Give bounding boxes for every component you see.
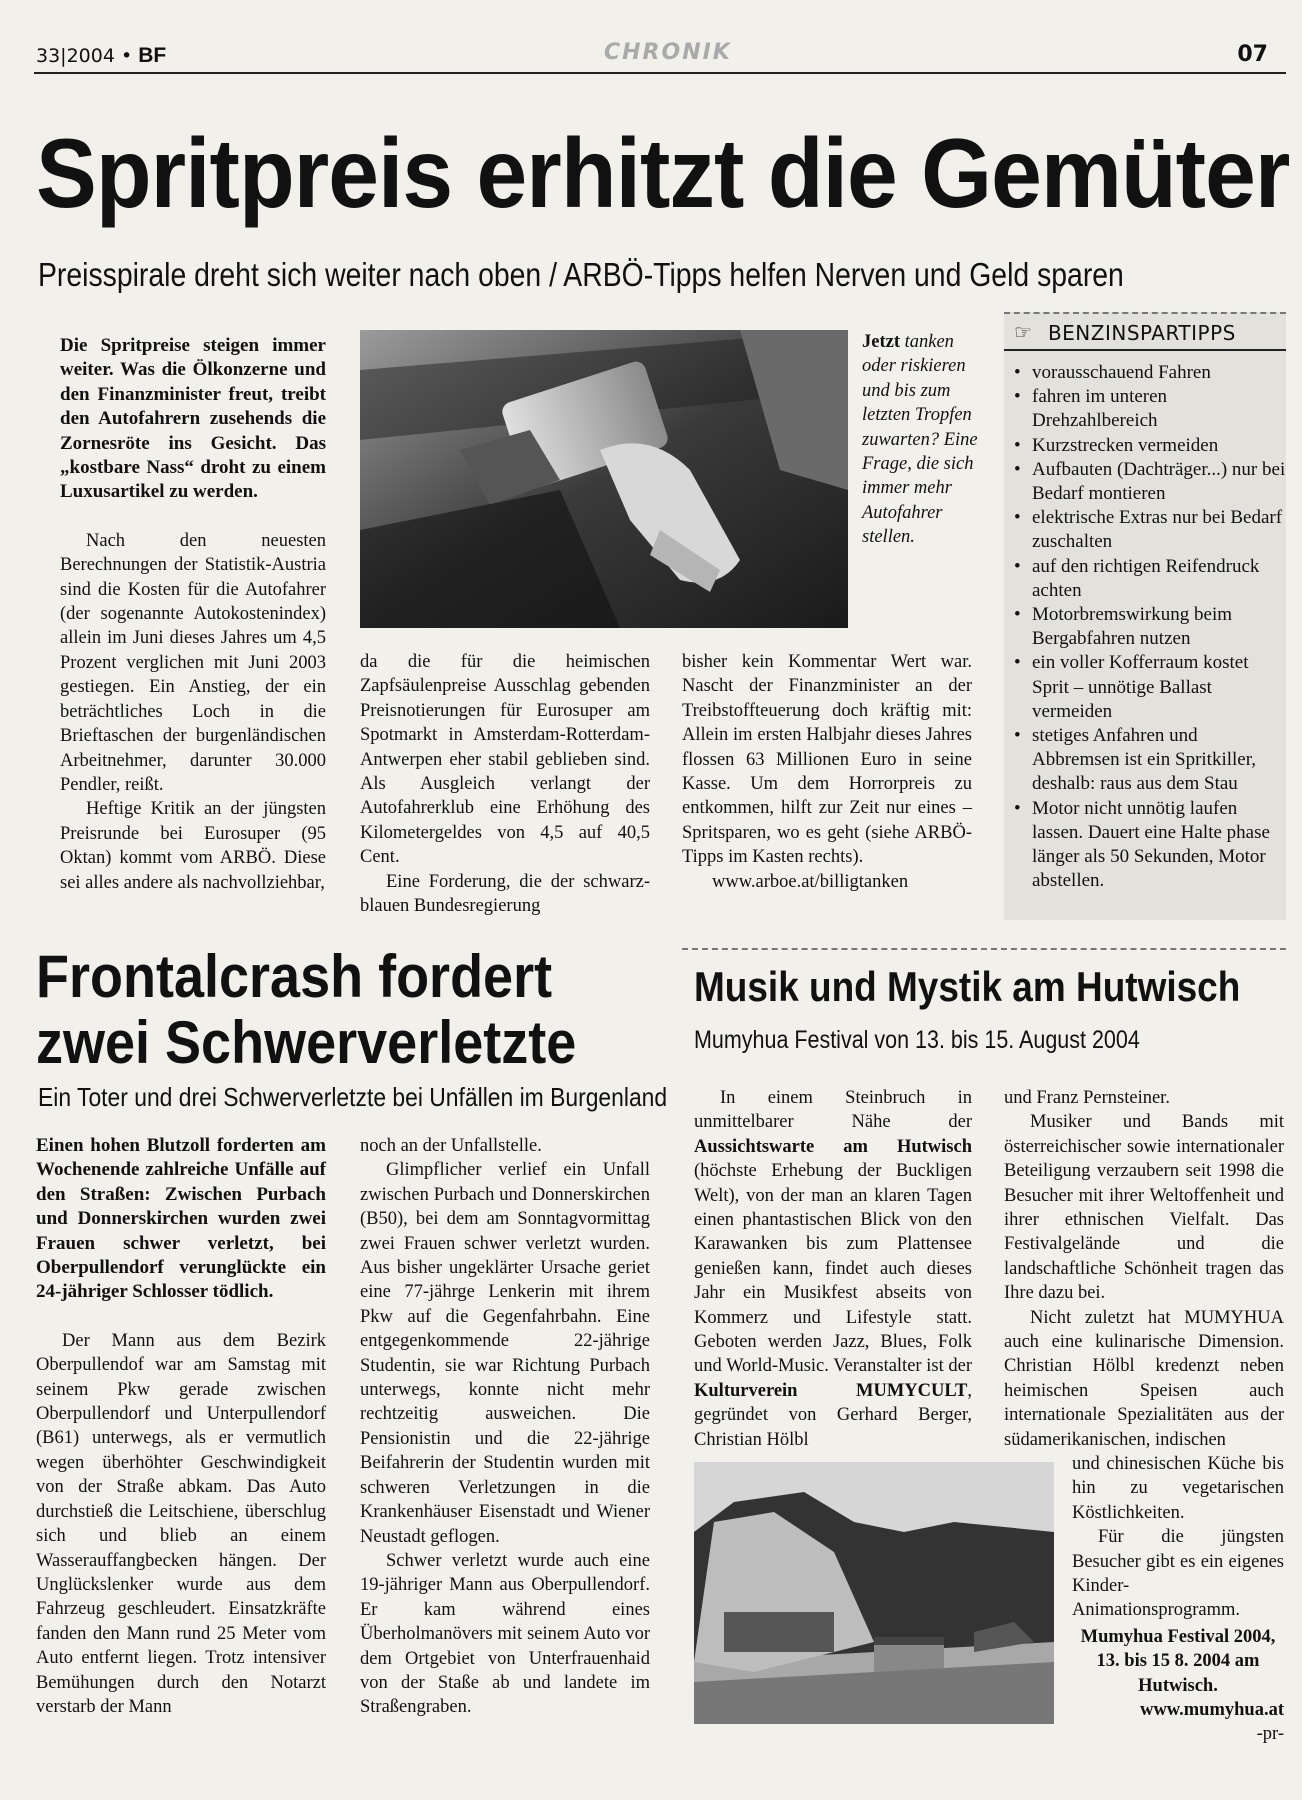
article2-paragraph: Schwer verletzt wurde auch eine 19-jähriger Mann aus Oberpullendorf. Er kam während eines Überholmanövers mit seinem Auto vor dem Ortgebiet von Unterfrauenhaid von der Staße ab und landete im Straßengraben. <box>360 1550 650 1718</box>
article1-col3 <box>682 650 972 894</box>
article3-paragraph: Musiker und Bands mit österreichischer sowie internationaler Beteiligung verzaubern seit 1998 die Besucher mit ihrer Weltoffenheit und ihrer ethnischen Vielfalt. Das Festivalgelände und die landschaftliche Schönheit tragen das Ihre dazu bei. <box>1004 1112 1284 1304</box>
article3-col2-wrap <box>1072 1452 1284 1747</box>
article1-paragraph: da die für die heimischen Zapfsäulenpreise Ausschlag gebenden Preisnotierungen für Eurosuper am Spotmarkt in Amsterdam-Rotterdam-Antwerpen eher stabil geblieben sind. Als Ausgleich verlangt der Autofahrerklub eine Erhöhung des Kilometergeldes von 4,5 auf 40,5 Cent. <box>360 652 650 868</box>
pointing-hand-icon: ☞ <box>1014 322 1032 344</box>
article2-headline: Frontalcrash fordert zwei Schwerverletzte <box>36 943 577 1076</box>
tips-title: BENZINSPARTIPPS <box>1047 320 1236 345</box>
issue-number: 33|2004 • BF <box>36 44 167 67</box>
header-rule <box>34 72 1286 74</box>
article3-paragraph: und chinesischen Küche bis hin zu vegetarischen Köstlichkeiten. <box>1072 1454 1284 1523</box>
article1-col1 <box>60 334 326 895</box>
festival-info: Mumyhua Festival 2004, 13. bis 15 8. 2004 am Hutwisch. <box>1080 1626 1276 1696</box>
article1-paragraph: Nach den neuesten Berechnungen der Statistik-Austria sind die Kosten für die Autofahrer (der sogenannte Autokostenindex) allein im Juni dieses Jahres um 4,5 Prozent verglichen mit Juni 2003 gestiegen. Ein Anstieg, der ein beträchtliches Loch in die Brieftaschen der burgenländischen Arbeitnehmer, darunter 30.000 Pendler, reißt. <box>60 530 326 795</box>
tip-item: • Aufbauten (Dachträger...) nur bei Bedarf montieren <box>1004 458 1286 506</box>
quarry-image <box>694 1462 1054 1724</box>
paper-name: BF <box>138 44 167 67</box>
tip-item: • stetiges Anfahren und Abbremsen ist ein Spritkiller, deshalb: raus aus dem Stau <box>1004 724 1286 797</box>
article2-subheadline: Ein Toter und drei Schwerverletzte bei Unfällen im Burgenland <box>38 1082 668 1112</box>
article3-paragraph: In einem Steinbruch in unmittelbarer Nähe der Aussichtswarte am Hutwisch (höchste Erhebung der Buckligen Welt), von der man an klaren Tagen einen phantastischen Blick von den Karawanken bis zum Plattensee genießen kann, findet auch dieses Jahr ein Musikfest abseits von Kommerz und Lifestyle statt. Geboten werden Jazz, Blues, Folk und World-Music. Veranstalter ist der Kulturverein MUMYCULT, gegründet von Gerhard Berger, Christian Hölbl <box>694 1088 972 1450</box>
article2-col1 <box>36 1134 326 1719</box>
article2-paragraph: noch an der Unfallstelle. <box>360 1136 542 1156</box>
tips-list <box>1004 361 1286 893</box>
article2-col2 <box>360 1134 650 1720</box>
gas-pump-nozzle-photo <box>360 330 848 628</box>
tip-item: • vorausschauend Fahren <box>1004 361 1286 385</box>
festival-url[interactable]: www.mumyhua.at <box>1140 1700 1284 1721</box>
article2-paragraph: Glimpflicher verlief ein Unfall zwischen Purbach und Donnerskirchen (B50), bei dem am Sonntagvormittag zwei Frauen schwer verletzt wurden. Aus bisher ungeklärter Ursache geriet eine 77-jährge Lenkerin mit ihrem Pkw auf die Gegenfahrbahn. Eine entgegenkommende 22-jährige Studentin, sie war Richtung Purbach unterwegs, konnte nicht mehr rechtzeitig ausweichen. Die Pensionistin und die 22-jährige Beifahrerin der Studentin wurden mit schweren Verletzungen in die Krankenhäuser Eisenstadt und Wiener Neustadt geflogen. <box>360 1160 650 1547</box>
caption-lead-word: Jetzt <box>862 332 900 352</box>
article3-paragraph: und Franz Pernsteiner. <box>1004 1088 1170 1108</box>
article1-subheadline: Preisspirale dreht sich weiter nach oben / ARBÖ-Tipps helfen Nerven und Geld sparen <box>38 256 1124 293</box>
article3-subheadline: Mumyhua Festival von 13. bis 15. August 2004 <box>694 1026 1140 1054</box>
section-divider <box>682 948 1286 950</box>
tip-item: • ein voller Kofferraum kostet Sprit – unnötige Ballast vermeiden <box>1004 651 1286 724</box>
tip-item: • Motor nicht unnötig laufen lassen. Dauert eine Halte phase länger als 50 Sekunden, Motor abstellen. <box>1004 797 1286 894</box>
tip-item: • Motorbremswirkung beim Bergabfahren nutzen <box>1004 603 1286 651</box>
article2-paragraph: Der Mann aus dem Bezirk Oberpullendof war am Samstag mit seinem Pkw gerade zwischen Oberpullendorf und Unterpullendorf (B61) unterwegs, als er vermutlich wegen überhöhter Geschwindigkeit von der Straße abkam. Das Auto durchstieß die Leitschiene, überschlug sich und blieb an einem Wasserauffangbecken hängen. Der Unglückslenker wurde aus dem Fahrzeug geschleudert. Einsatzkräfte fanden den Mann rund 25 Meter vom Auto entfernt liegen. Trotz intensiver Bemühungen durch den Notarzt verstarb der Mann <box>36 1330 326 1717</box>
article1-headline: Spritpreis erhitzt die Gemüter <box>36 118 1290 228</box>
article3-headline: Musik und Mystik am Hutwisch <box>694 963 1241 1010</box>
article3-col1 <box>694 1086 972 1452</box>
article1-paragraph: bisher kein Kommentar Wert war. Nascht der Finanzminister an der Treibstoffteuerung doch kräftig mit: Allein im ersten Halbjahr dieses Jahres flossen 63 Millionen Euro in seine Kasse. Um dem Horrorpreis zu entkommen, hilft zur Zeit nur eines – Spritsparen, wo es geht (siehe ARBÖ-Tipps im Kasten rechts). <box>682 652 972 868</box>
gas-pump-nozzle-image <box>360 330 848 628</box>
section-title: CHRONIK <box>604 40 732 65</box>
article1-paragraph: Eine Forderung, die der schwarz-blauen Bundesregierung <box>360 871 650 917</box>
article3-paragraph: Nicht zuletzt hat MUMYHUA auch eine kulinarische Dimension. Christian Hölbl kredenzt neben heimischen Speisen auch internationale Spezialitäten aus der südamerikanischen, indischen <box>1004 1307 1284 1450</box>
page-number: 07 <box>1237 42 1268 67</box>
quarry-festival-site-photo <box>694 1462 1054 1724</box>
credit: -pr- <box>1256 1724 1284 1745</box>
article1-col2 <box>360 650 650 918</box>
tips-header <box>1004 314 1286 349</box>
tip-item: • elektrische Extras nur bei Bedarf zuschalten <box>1004 506 1286 554</box>
tips-box <box>1004 312 1286 920</box>
article3-col2 <box>1004 1086 1284 1452</box>
article1-paragraph: Heftige Kritik an der jüngsten Preisrunde bei Eurosuper (95 Oktan) kommt vom ARBÖ. Diese sei alles andere als nachvollziehbar, <box>60 799 326 893</box>
photo-caption: Jetzt tanken oder riskieren und bis zum letzten Tropfen zuwarten? Eine Frage, die sich immer mehr Autofahrer stellen. <box>862 332 978 548</box>
article2-lead: Einen hohen Blutzoll forderten am Wochenende zahlreiche Unfälle auf den Straßen: Zwischen Purbach und Donnerskirchen wurden zwei Frauen schwer verletzt, bei Oberpullendorf verunglückte ein 24-jähriger Schlosser tödlich. <box>36 1135 326 1303</box>
article1-lead: Die Spritpreise steigen immer weiter. Was die Ölkonzerne und den Finanzminister freut, treibt den Autofahrern zusehends die Zornesröte ins Gesicht. Das „kostbare Nass“ droht zu einem Luxusartikel zu werden. <box>60 335 326 503</box>
tip-item: • fahren im unteren Drehzahlbereich <box>1004 385 1286 433</box>
tip-item: • Kurzstrecken vermeiden <box>1004 434 1286 458</box>
tip-item: • auf den richtigen Reifendruck achten <box>1004 555 1286 603</box>
article3-paragraph: Für die jüngsten Besucher gibt es ein eigenes Kinder-Animationsprogramm. <box>1072 1527 1284 1621</box>
article1-url[interactable]: www.arboe.at/billigtanken <box>712 871 909 892</box>
